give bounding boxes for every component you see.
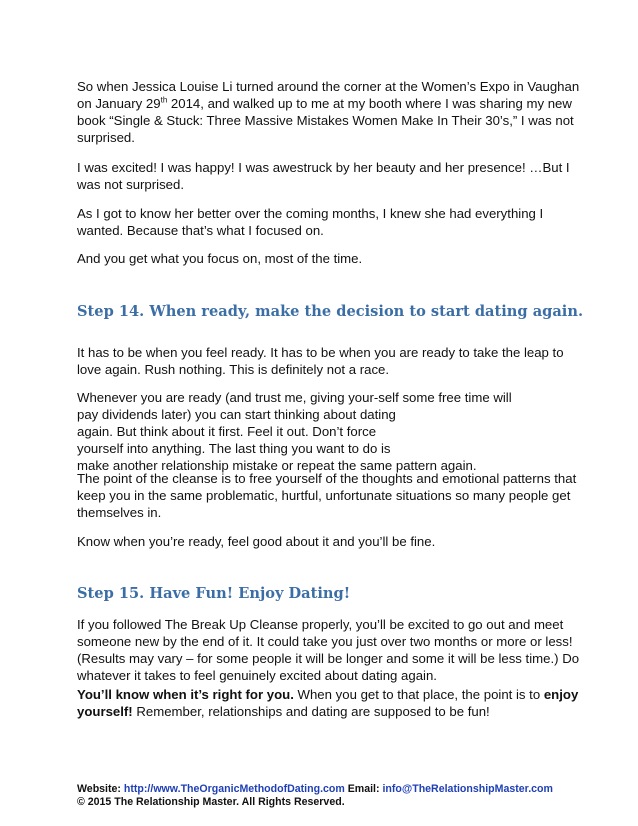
step-14-paragraph-2 [77,389,567,474]
text-line: keep you in the same problematic, hurtful, unfortunate situations so many people get [77,488,571,503]
step-15-paragraph-1 [77,616,580,684]
step-15-heading: Step 15. Have Fun! Enjoy Dating! [77,585,351,602]
emphasis-text: yourself! [77,704,133,719]
step-14-paragraph-1 [77,344,567,378]
intro-paragraph-3 [77,205,567,239]
text-line: book “Single & Stuck: Three Massive Mistakes Women Make In Their 30’s,” I was not [77,113,574,128]
step-14-heading: Step 14. When ready, make the decision to start dating again. [77,303,584,320]
emphasis-text: You’ll know when it’s right for you. [77,687,294,702]
text-line: And you get what you focus on, most of the time. [77,251,363,266]
text-line: yourself into anything. The last thing you want to do is [77,441,391,456]
text-line: was not surprised. [77,177,185,192]
text-line: Know when you’re ready, feel good about it and you’ll be fine. [77,534,436,549]
copyright-notice: © 2015 The Relationship Master. All Rights Reserved. [77,796,345,808]
text-line [77,95,572,112]
text-line: someone new by the end of it. It could take you just over two months or more or less! [77,634,573,649]
text-fragment: 2014, and walked up to me at my booth where I was sharing my new [167,96,572,111]
text-line: (Results may vary – for some people it will be longer and some it will be less time.) Do [77,651,580,666]
text-line: If you followed The Break Up Cleanse properly, you’ll be excited to go out and meet [77,617,564,632]
text-fragment: on January 29 [77,96,161,111]
text-line: So when Jessica Louise Li turned around the corner at the Women’s Expo in Vaughan [77,79,580,94]
text-line: surprised. [77,130,135,145]
text-line [77,686,579,703]
text-line: love again. Rush nothing. This is definitely not a race. [77,362,390,377]
website-label: Website: [77,783,124,795]
text-line: I was excited! I was happy! I was awestruck by her beauty and her presence! …But I [77,160,570,175]
text-fragment: Remember, relationships and dating are supposed to be fun! [132,704,490,719]
text-line: pay dividends later) you can start thinking about dating [77,407,396,422]
text-line: The point of the cleanse is to free yourself of the thoughts and emotional patterns that [77,471,577,486]
text-line: whatever it takes to feel genuinely excited about dating again. [77,668,437,683]
text-line: It has to be when you feel ready. It has to be when you are ready to take the leap to [77,345,564,360]
page-footer [77,783,553,809]
text-line: As I got to know her better over the coming months, I knew she had everything I [77,206,544,221]
step-14-paragraph-4 [77,533,567,550]
text-line: themselves in. [77,505,162,520]
emphasis-text: enjoy [543,687,579,702]
text-line: make another relationship mistake or repeat the same pattern again. [77,458,477,473]
footer-contact-line [77,783,553,796]
intro-paragraph-4 [77,250,567,267]
step-14-paragraph-3 [77,470,577,521]
ordinal-suffix: th [160,95,168,105]
email-link[interactable]: info@TheRelationshipMaster.com [382,783,553,795]
text-fragment: When you get to that place, the point is to [293,687,544,702]
step-15-paragraph-2 [77,686,579,720]
intro-paragraph-1 [77,78,580,146]
text-line: Whenever you are ready (and trust me, giving your-self some free time will [77,390,512,405]
text-line [77,703,567,720]
text-line: again. But think about it first. Feel it out. Don’t force [77,424,377,439]
text-line: wanted. Because that’s what I focused on. [77,223,324,238]
intro-paragraph-2 [77,159,570,193]
email-label: Email: [344,783,383,795]
website-link[interactable]: http://www.TheOrganicMethodofDating.com [123,783,345,795]
